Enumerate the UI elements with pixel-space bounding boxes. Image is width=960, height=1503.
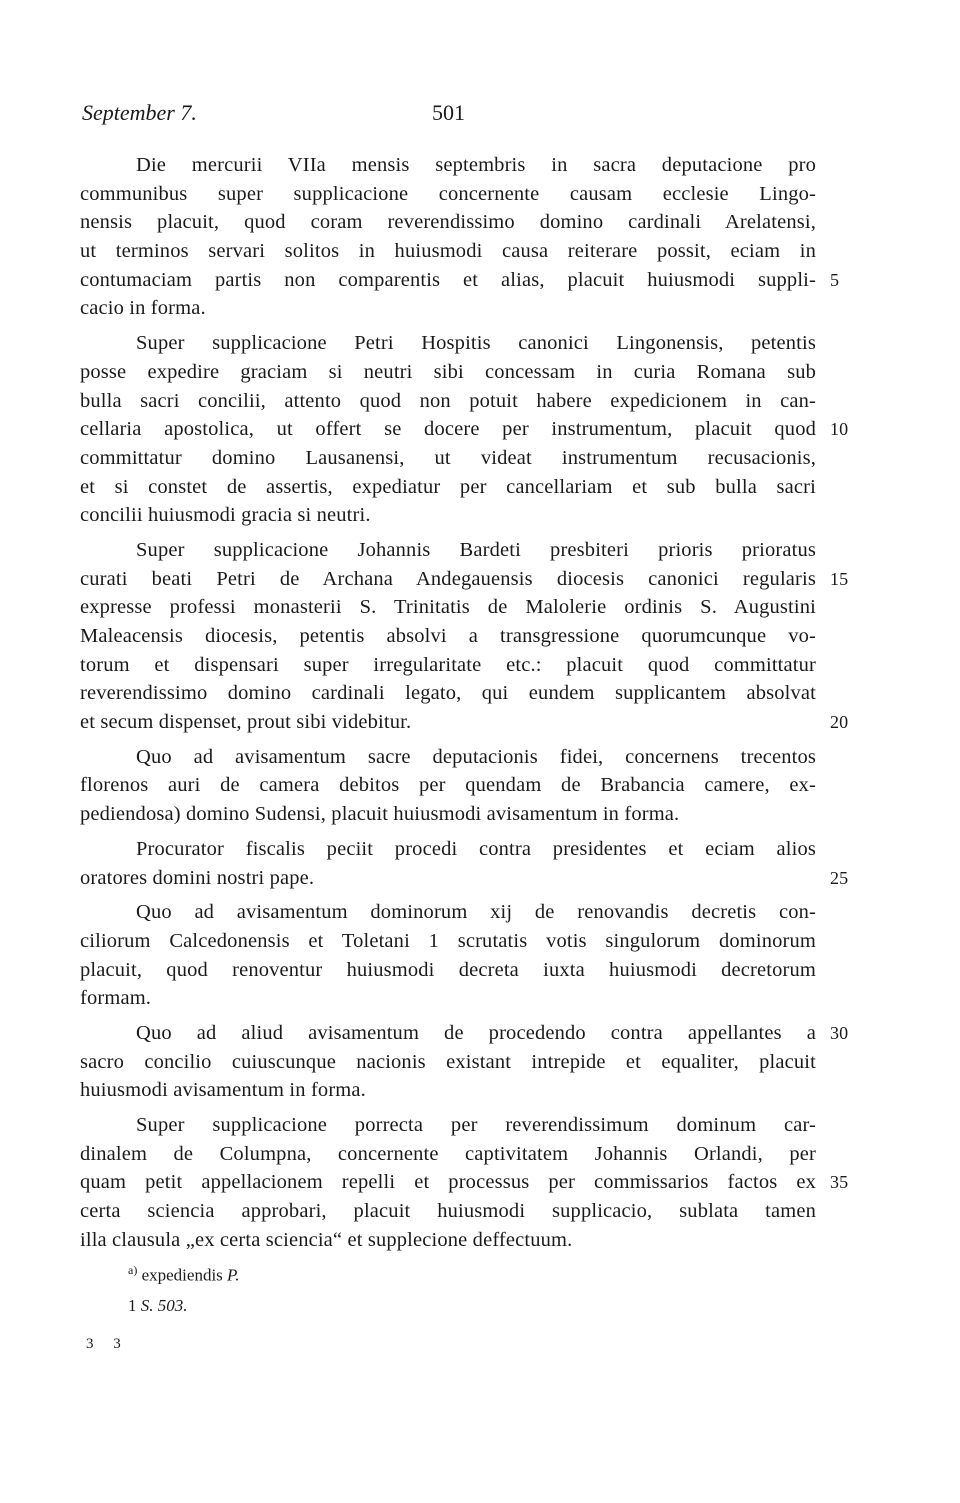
text-line (80, 800, 816, 829)
line-text: et secum dispenset, prout sibi videbitur. (80, 711, 412, 734)
line-text: nensis placuit, quod coram reverendissimo domino cardinali Arelatensi, (80, 211, 816, 234)
line-text: Quo ad avisamentum dominorum xij de renovandis decretis con- (136, 901, 816, 924)
line-text: communibus super supplicacione concernente causam ecclesie Lingo- (80, 182, 816, 205)
line-text: cellaria apostolica, ut offert se docere per instrumentum, placuit quod (80, 418, 816, 441)
line-text: huiusmodi avisamentum in forma. (80, 1079, 366, 1102)
page-header (82, 100, 817, 130)
line-text: torum et dispensari super irregularitate etc.: placuit quod committatur (80, 653, 816, 676)
text-line (80, 415, 849, 444)
text-line (80, 708, 849, 737)
text-line (80, 1140, 816, 1169)
paragraph (80, 329, 849, 530)
text-line (80, 387, 816, 416)
text-line (80, 294, 816, 323)
line-number: 20 (830, 712, 849, 733)
line-text: committatur domino Lausanensi, ut videat instrumentum recusacionis, (80, 446, 816, 469)
text-line (80, 208, 816, 237)
text-line (80, 358, 816, 387)
text-line (80, 679, 816, 708)
line-number: 35 (830, 1172, 849, 1193)
footnote-siglum: P. (227, 1265, 240, 1285)
text-line (80, 1019, 849, 1048)
text-line (80, 984, 816, 1013)
text-line (80, 237, 816, 266)
line-text: pediendosa) domino Sudensi, placuit huiusmodi avisamentum in forma. (80, 803, 680, 826)
line-number: 30 (830, 1022, 849, 1043)
line-text: certa sciencia approbari, placuit huiusmodi supplicacio, sublata tamen (80, 1200, 816, 1223)
line-text: concilii huiusmodi gracia si neutri. (80, 504, 371, 527)
paragraph (80, 1019, 849, 1105)
line-text: contumaciam partis non comparentis et alias, placuit huiusmodi suppli- (80, 268, 816, 291)
text-line (80, 622, 816, 651)
footnote-text: S. 503. (140, 1296, 188, 1315)
line-text: ut terminos servari solitos in huiusmodi causa reiterare possit, eciam in (80, 240, 816, 263)
text-line (80, 651, 816, 680)
line-text: et si constet de assertis, expediatur per cancellariam et sub bulla sacri (80, 475, 816, 498)
footnote-mark: a) (128, 1263, 138, 1277)
text-line (80, 1048, 816, 1077)
line-text: posse expedire graciam si neutri sibi concessam in curia Romana sub (80, 360, 816, 383)
line-text: sacro concilio cuiuscunque nacionis existant intrepide et equaliter, placuit (80, 1050, 816, 1073)
line-text: Maleacensis diocesis, petentis absolvi a transgressione quorumcunque vo- (80, 625, 816, 647)
footnote-1 (128, 1292, 628, 1328)
body-text (80, 151, 849, 1260)
text-line (80, 444, 816, 473)
line-number: 15 (830, 568, 849, 589)
line-text: florenos auri de camera debitos per quendam de Brabancia camere, ex- (80, 774, 816, 797)
paragraph (80, 536, 849, 737)
line-number: 25 (830, 867, 849, 888)
footnotes (128, 1256, 628, 1328)
line-text: Super supplicacione Petri Hospitis canonici Lingonensis, petentis (136, 332, 816, 355)
line-text: formam. (80, 987, 152, 1010)
line-text: Procurator fiscalis peciit procedi contra presidentes et eciam alios (136, 837, 816, 860)
text-line (80, 1168, 849, 1197)
line-text: bulla sacri concilii, attento quod non potuit habere expedicionem in can- (80, 389, 816, 412)
text-line (80, 1076, 816, 1105)
line-number: 10 (830, 419, 849, 440)
text-line (80, 565, 849, 594)
text-line (80, 473, 816, 502)
page-number: 501 (432, 100, 465, 125)
paragraph (80, 898, 816, 1013)
line-text: oratores domini nostri pape. (80, 866, 315, 889)
text-line (80, 1197, 816, 1226)
line-text: curati beati Petri de Archana Andegauensis diocesis canonici regularis (80, 567, 816, 590)
text-line (80, 329, 816, 358)
running-title: September 7. (82, 100, 197, 125)
line-text: placuit, quod renoventur huiusmodi decreta iuxta huiusmodi decretorum (80, 958, 816, 981)
text-line (80, 927, 816, 956)
text-line (80, 771, 816, 800)
line-text: ciliorum Calcedonensis et Toletani 1 scrutatis votis singulorum dominorum (80, 929, 816, 952)
text-line (80, 956, 816, 985)
line-text: cacio in forma. (80, 297, 206, 320)
line-text: Quo ad avisamentum sacre deputacionis fidei, concernens trecentos (136, 745, 816, 768)
paragraph (80, 1111, 849, 1254)
paragraph (80, 743, 816, 829)
paragraph (80, 835, 849, 892)
line-text: reverendissimo domino cardinali legato, qui eundem supplicantem absolvat (80, 682, 816, 705)
text-line (80, 536, 816, 565)
line-text: Super supplicacione Johannis Bardeti presbiteri prioris prioratus (136, 538, 816, 561)
footnote-text: expediendis (141, 1265, 223, 1285)
text-line (80, 180, 816, 209)
text-line (80, 151, 816, 180)
paragraph (80, 151, 840, 323)
line-text: Quo ad aliud avisamentum de procedendo contra appellantes a (136, 1021, 816, 1044)
text-line (80, 501, 816, 530)
footnote-mark: 1 (128, 1296, 137, 1315)
text-line (80, 593, 816, 622)
line-text: Die mercurii VIIa mensis septembris in sacra deputacione pro (136, 154, 816, 176)
line-text: Super supplicacione porrecta per reverendissimum dominum car- (136, 1114, 816, 1136)
line-text: expresse professi monasterii S. Trinitatis de Malolerie ordinis S. Augustini (80, 596, 816, 619)
text-line (80, 835, 816, 864)
line-text: illa clausula „ex certa sciencia“ et supplecione deffectuum. (80, 1228, 573, 1251)
text-line (80, 266, 840, 295)
line-text: dinalem de Columpna, concernente captivitatem Johannis Orlandi, per (80, 1142, 816, 1165)
text-line (80, 743, 816, 772)
text-line (80, 898, 816, 927)
footnote-a (128, 1256, 628, 1292)
text-line (80, 1111, 816, 1140)
line-text: quam petit appellacionem repelli et processus per commissarios factos ex (80, 1171, 816, 1194)
line-number: 5 (830, 269, 840, 290)
text-line (80, 864, 849, 893)
signature-mark: 3 3 (86, 1336, 129, 1352)
text-line (80, 1226, 816, 1255)
